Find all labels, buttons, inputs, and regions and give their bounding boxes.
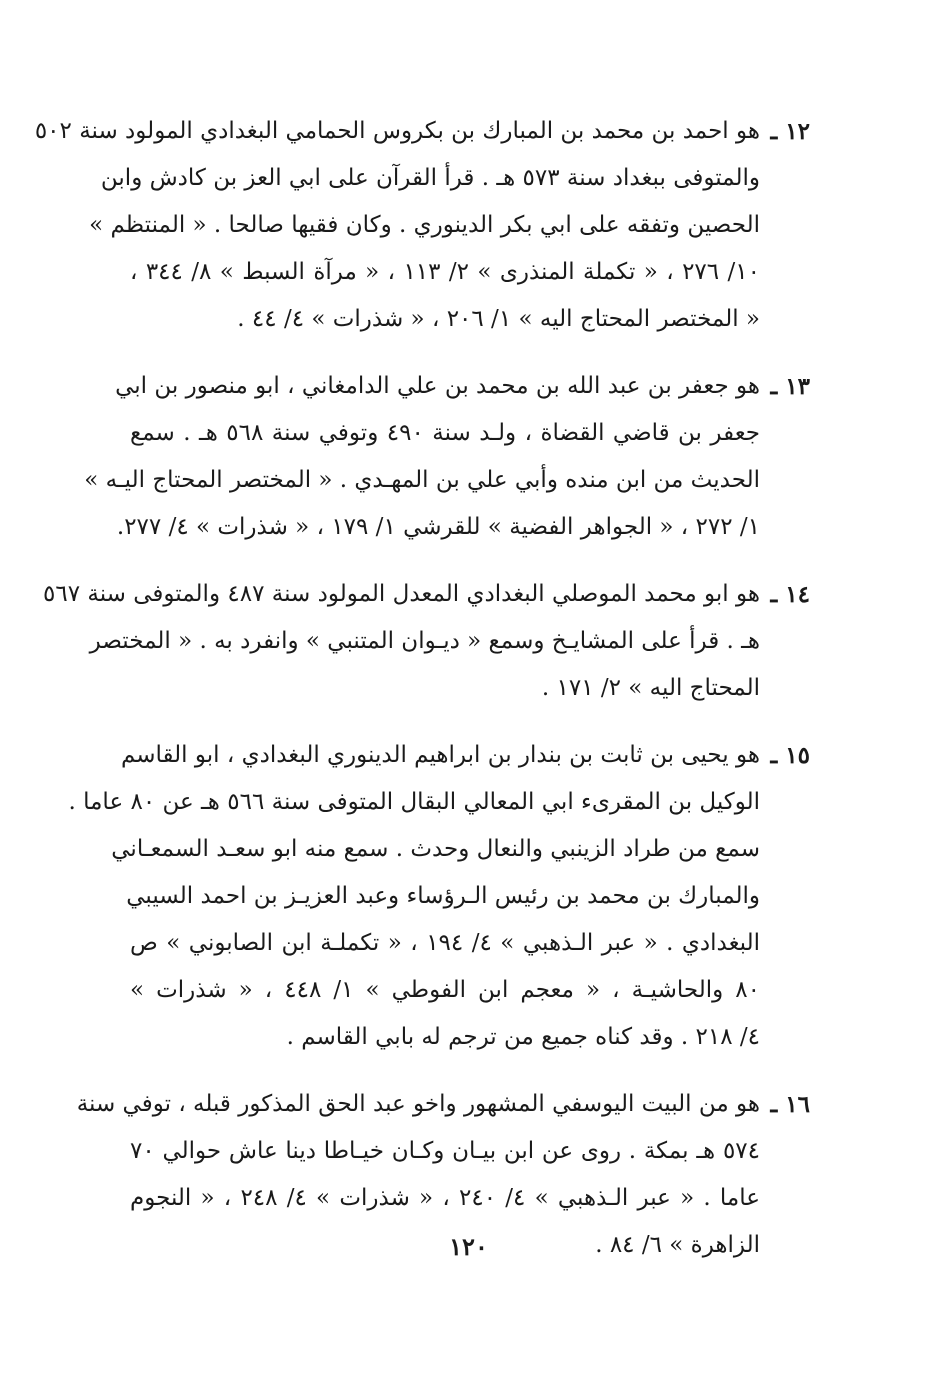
footnote-line: ٨٠ والحاشيـة ، « معجم ابن الفوطي » ١/ ٤٤٨ ، « شذرات » [130, 977, 760, 1003]
footnote-line: عاما . « عبر الـذهبي » ٤/ ٢٤٠ ، « شذرات » ٤/ ٢٤٨ ، « النجوم [130, 1185, 760, 1211]
footnote-line: والمبارك بن محمد بن رئيس الـرؤساء وعبد العزيـز بن احمد السيبي [126, 883, 760, 909]
footnote-line: هو من البيت اليوسفي المشهور واخو عبد الحق المذكور قبله ، توفي سنة [76, 1091, 760, 1117]
footnote-line: ١/ ٢٧٢ ، « الجواهر الفضية » للقرشي ١/ ١٧٩ ، « شذرات » ٤/ ٢٧٧. [116, 514, 760, 540]
footnotes-page [34, 108, 810, 1289]
footnote-line: هو يحيى بن ثابت بن بندار بن ابراهيم الدينوري البغدادي ، ابو القاسم [120, 742, 760, 768]
footnote-line: المحتاج اليه » ٢/ ١٧١ . [541, 675, 760, 701]
footnote-line: الزاهرة » ٦/ ٨٤ . [595, 1232, 760, 1258]
footnote-line: البغدادي . « عبر الـذهبي » ٤/ ١٩٤ ، « تكملـة ابن الصابوني » ص [130, 930, 761, 956]
footnote-entry [43, 571, 810, 712]
footnote-number: ١٦ ـ [770, 1091, 810, 1118]
page-number: ١٢٠ [449, 1232, 488, 1261]
footnote-line: والمتوفى ببغداد سنة ٥٧٣ هـ . قرأ القرآن على ابي العز بن كادش وابن [100, 165, 760, 191]
footnote-number: ١٣ ـ [770, 373, 810, 400]
footnote-line: هـ . قرأ على المشايـخ وسمع « ديـوان المتنبي » وانفرد به . « المختصر [89, 628, 760, 654]
footnote-entry [84, 363, 810, 551]
footnote-number: ١٤ ـ [770, 581, 810, 608]
footnote-line: هو ابو محمد الموصلي البغدادي المعدل المولود سنة ٤٨٧ والمتوفى سنة ٥٦٧ [43, 581, 760, 607]
footnote-line: سمع من طراد الزينبي والنعال وحدث . سمع منه ابو سعـد السمعـاني [111, 836, 760, 862]
footnote-line: الوكيل بن المقرىء ابي المعالي البقال المتوفى سنة ٥٦٦ هـ عن ٨٠ عاما . [68, 789, 760, 815]
footnote-line: ٤/ ٢١٨ . وقد كناه جميع من ترجم له بابي القاسم . [286, 1024, 760, 1050]
footnote-line: الحديث من ابن منده وأبي علي بن المهـدي . « المختصر المحتاج اليـه » [84, 467, 760, 493]
footnote-line: هو احمد بن محمد بن المبارك بن بكروس الحمامي البغدادي المولود سنة ٥٠٢ [34, 118, 760, 144]
footnote-line: ١٠/ ٢٧٦ ، « تكملة المنذرى » ٢/ ١١٣ ، « مرآة السبط » ٨/ ٣٤٤ ، [130, 259, 760, 285]
footnote-number: ١٥ ـ [770, 742, 810, 769]
footnote-number: ١٢ ـ [770, 118, 810, 145]
footnote-line: « المختصر المحتاج اليه » ١/ ٢٠٦ ، « شذرات » ٤/ ٤٤ . [237, 306, 760, 332]
footnote-entry [68, 732, 810, 1061]
footnote-line: ٥٧٤ هـ بمكة . روى عن ابن بيـان وكـان خيـاطا دينا عاش حوالي ٧٠ [130, 1138, 760, 1164]
footnote-line: الحصين وتفقه على ابي بكر الدينوري . وكان فقيها صالحا . « المنتظم » [89, 212, 760, 238]
footnote-line: هو جعفر بن عبد الله بن محمد بن علي الدامغاني ، ابو منصور بن ابي [115, 373, 760, 399]
footnote-entry [34, 108, 810, 343]
footnote-line: جعفر بن قاضي القضاة ، ولـد سنة ٤٩٠ وتوفي سنة ٥٦٨ هـ . سمع [130, 420, 761, 446]
